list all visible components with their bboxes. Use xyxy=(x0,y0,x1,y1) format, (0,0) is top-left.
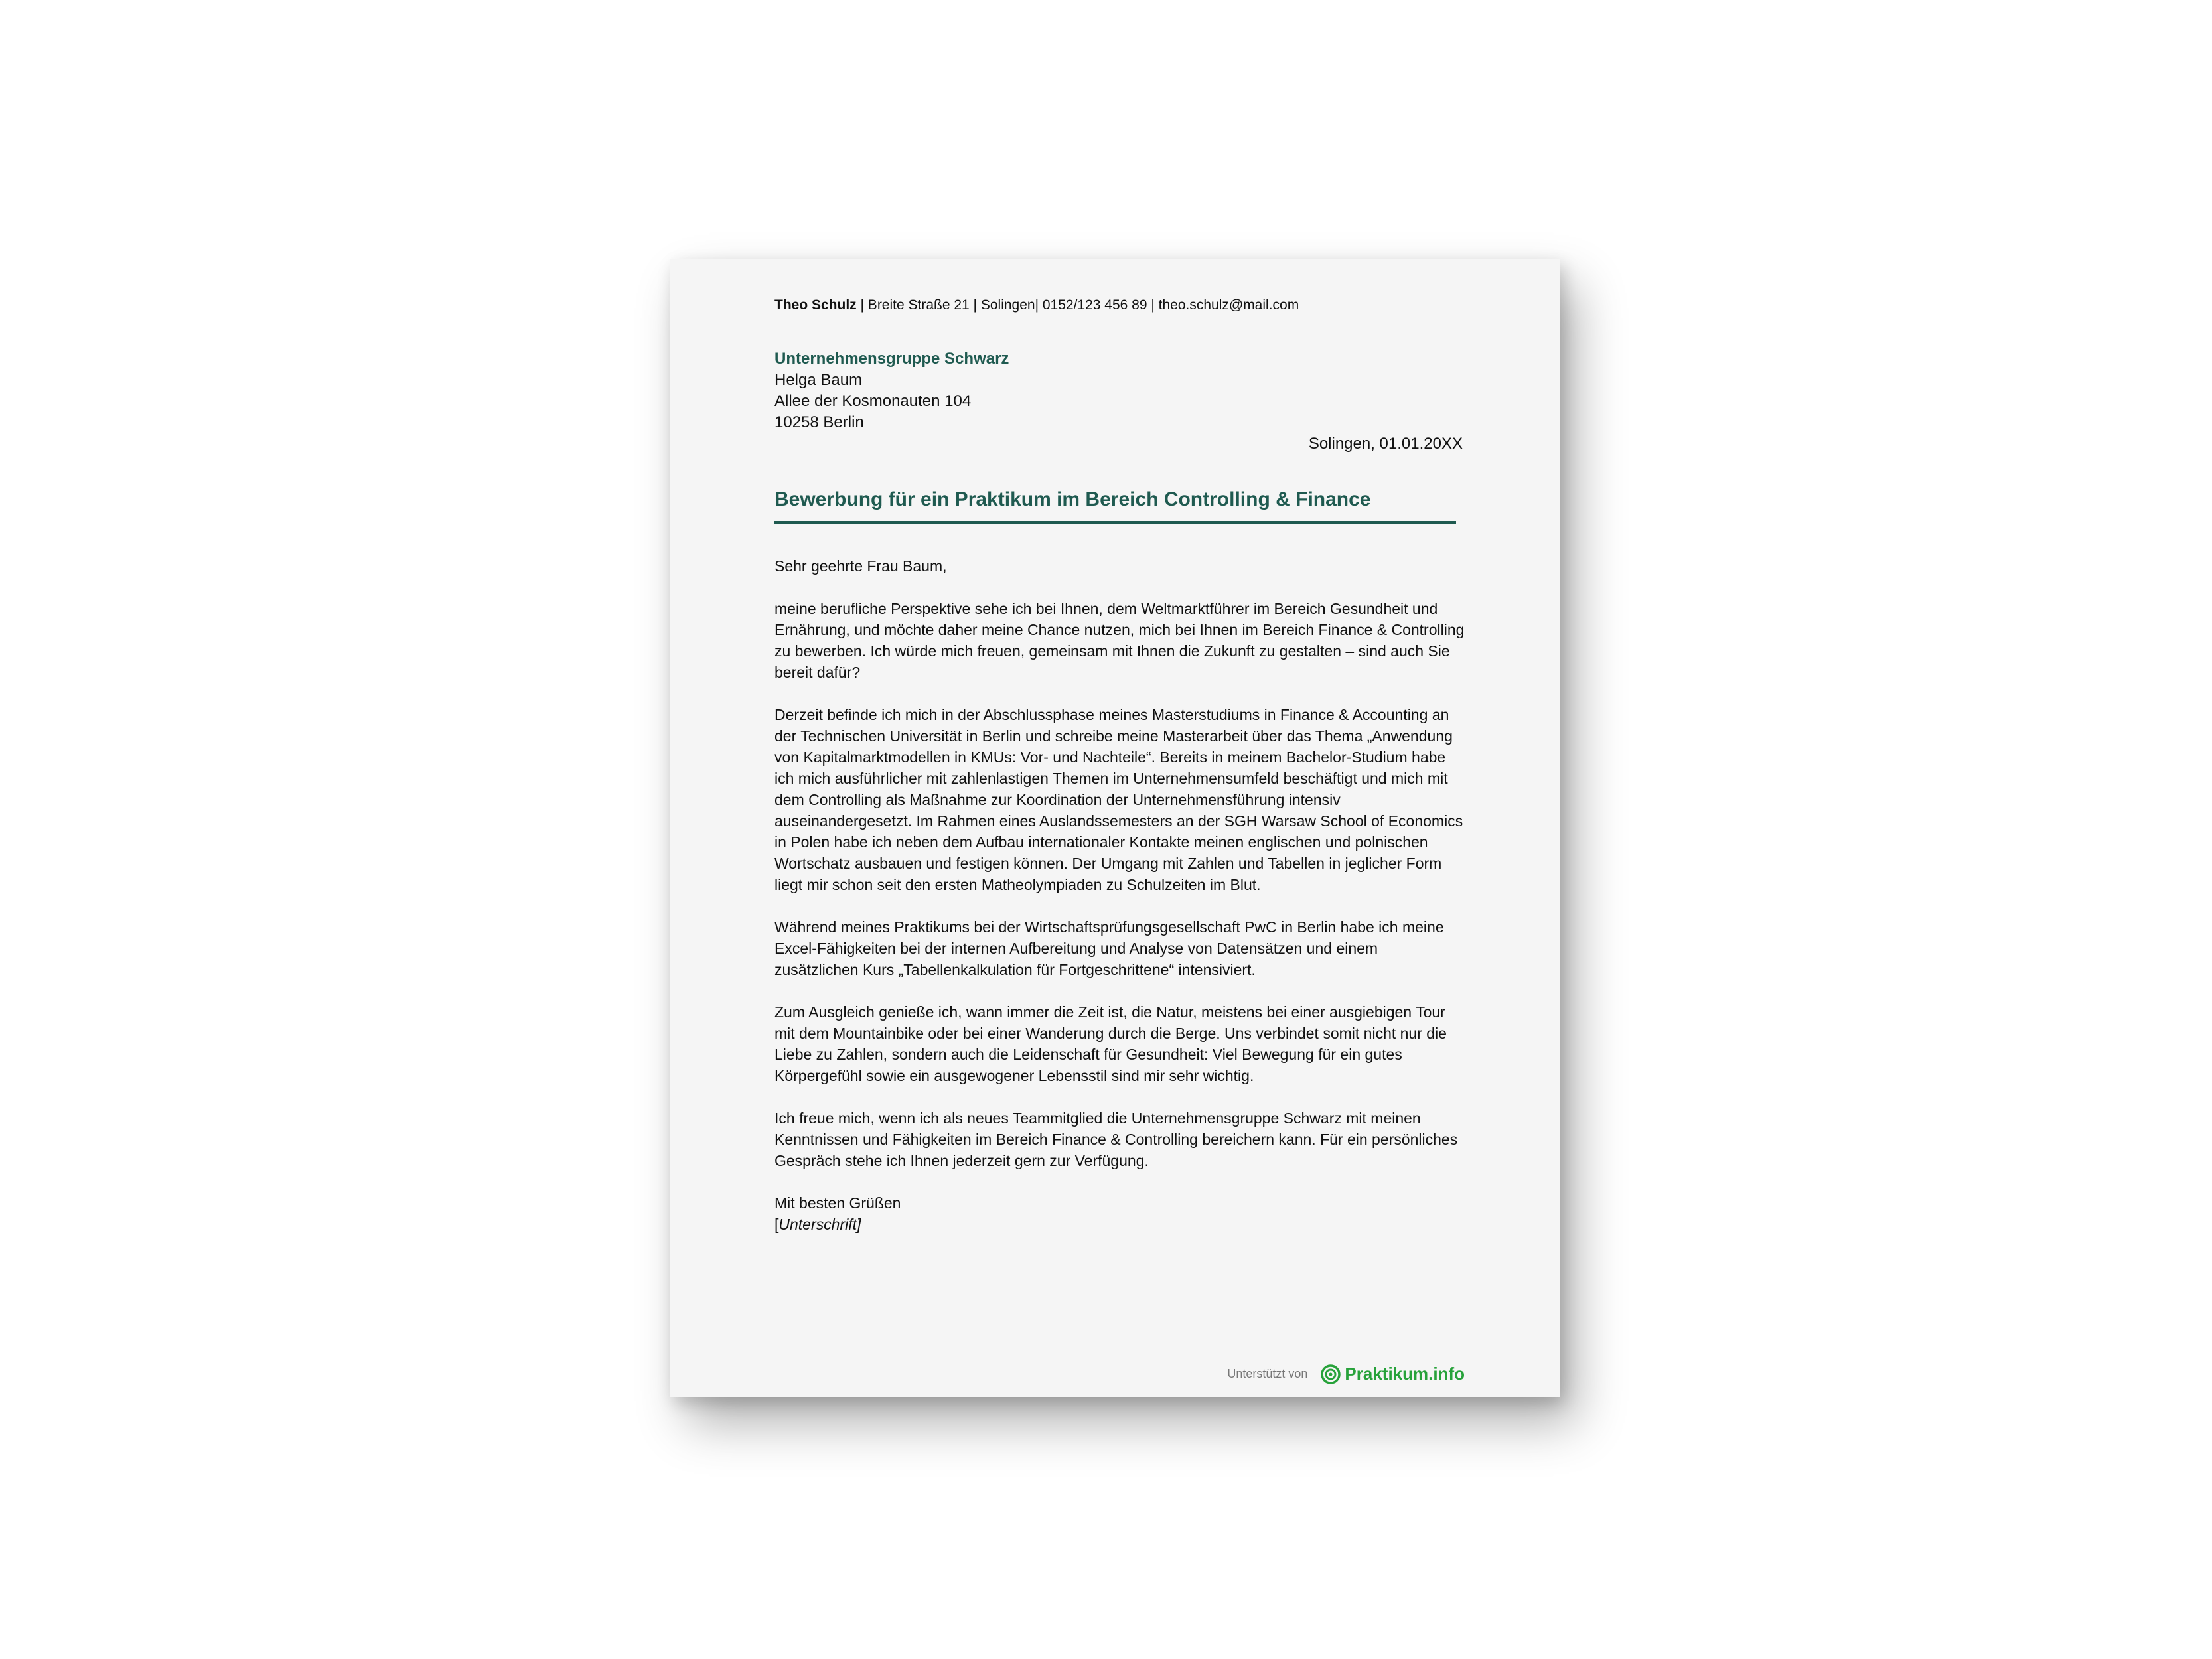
body-paragraph: Ich freue mich, wenn ich als neues Teammitglied die Unternehmensgruppe Schwarz mit meinen Kenntnissen und Fähigkeiten im Bereich Finance & Controlling bereichern kann. Für ein persönliches Gespräch stehe ich Ihnen jederzeit gern zur Verfügung. xyxy=(774,1110,1458,1169)
signature-text: Unterschrift] xyxy=(778,1216,861,1233)
recipient-company: Unternehmensgruppe Schwarz xyxy=(774,350,1009,368)
letter-subject: Bewerbung für ein Praktikum im Bereich Controlling & Finance xyxy=(774,486,1456,524)
body-paragraph: Zum Ausgleich genieße ich, wann immer die Zeit ist, die Natur, meistens bei einer ausgiebigen Tour mit dem Mountainbike oder bei einer Wanderung durch die Berge. Uns verbindet somit nicht nur die Liebe zu Zahlen, sondern auch die Leidenschaft für Gesundheit: Viel Bewegung für ein gutes Körpergefühl sowie ein ausgewogener Lebensstil sind mir sehr wichtig. xyxy=(774,1003,1447,1084)
recipient-street: Allee der Kosmonauten 104 xyxy=(774,392,972,410)
signature-bracket: [ xyxy=(774,1216,779,1233)
closing-phrase: Mit besten Grüßen xyxy=(774,1194,901,1212)
recipient-person: Helga Baum xyxy=(774,371,863,389)
support-text: Unterstützt von xyxy=(1227,1367,1308,1380)
sender-line xyxy=(774,295,1465,315)
brand-logo xyxy=(1321,1364,1465,1384)
letter-date: Solingen, 01.01.20XX xyxy=(1308,435,1463,453)
footer xyxy=(774,1364,1465,1384)
recipient-address xyxy=(774,348,1465,433)
body-paragraph: meine berufliche Perspektive sehe ich bei Ihnen, dem Weltmarktführer im Bereich Gesundheit und Ernährung, und möchte daher meine Chance nutzen, mich bei Ihnen im Bereich Finance & Controlling zu bewerben. Ich würde mich freuen, gemeinsam mit Ihnen die Zukunft zu gestalten – sind auch Sie bereit dafür? xyxy=(774,600,1465,681)
brand-name: Praktikum.info xyxy=(1345,1364,1465,1384)
letter-page xyxy=(670,259,1560,1397)
sender-details: | Breite Straße 21 | Solingen| 0152/123 456 89 | theo.schulz@mail.com xyxy=(856,297,1299,313)
salutation: Sehr geehrte Frau Baum, xyxy=(774,557,947,575)
sender-name: Theo Schulz xyxy=(774,297,857,313)
letter-closing xyxy=(774,1192,1465,1235)
letter-content xyxy=(774,295,1465,1384)
body-paragraph: Derzeit befinde ich mich in der Abschlussphase meines Masterstudiums in Finance & Accounting an der Technischen Universität in Berlin und schreibe meine Masterarbeit über das Thema „Anwendung von Kapitalmarktmodellen in KMUs: Vor- und Nachteile“. Bereits in meinem Bachelor-Studium habe ich mich ausführlicher mit zahlenlastigen Themen im Unternehmensumfeld beschäftigt und mich mit dem Controlling als Maßnahme zur Koordination der Unternehmensführung intensiv auseinandergesetzt. Im Rahmen eines Auslandssemesters an der SGH Warsaw School of Economics in Polen habe ich neben dem Aufbau internationaler Kontakte meinen englischen und polnischen Wortschatz ausbauen und festigen können. Der Umgang mit Zahlen und Tabellen in jeglicher Form liegt mir schon seit den ersten Matheolympiaden zu Schulzeiten im Blut. xyxy=(774,706,1463,893)
praktikum-logo-icon xyxy=(1321,1364,1341,1384)
signature-placeholder xyxy=(774,1214,1465,1235)
body-paragraph: Während meines Praktikums bei der Wirtschaftsprüfungsgesellschaft PwC in Berlin habe ich meine Excel-Fähigkeiten bei der internen Aufbereitung und Analyse von Datensätzen und einem zusätzlichen Kurs „Tabellenkalkulation für Fortgeschrittene“ intensiviert. xyxy=(774,918,1444,978)
letter-body xyxy=(774,555,1465,1171)
recipient-city: 10258 Berlin xyxy=(774,413,864,431)
